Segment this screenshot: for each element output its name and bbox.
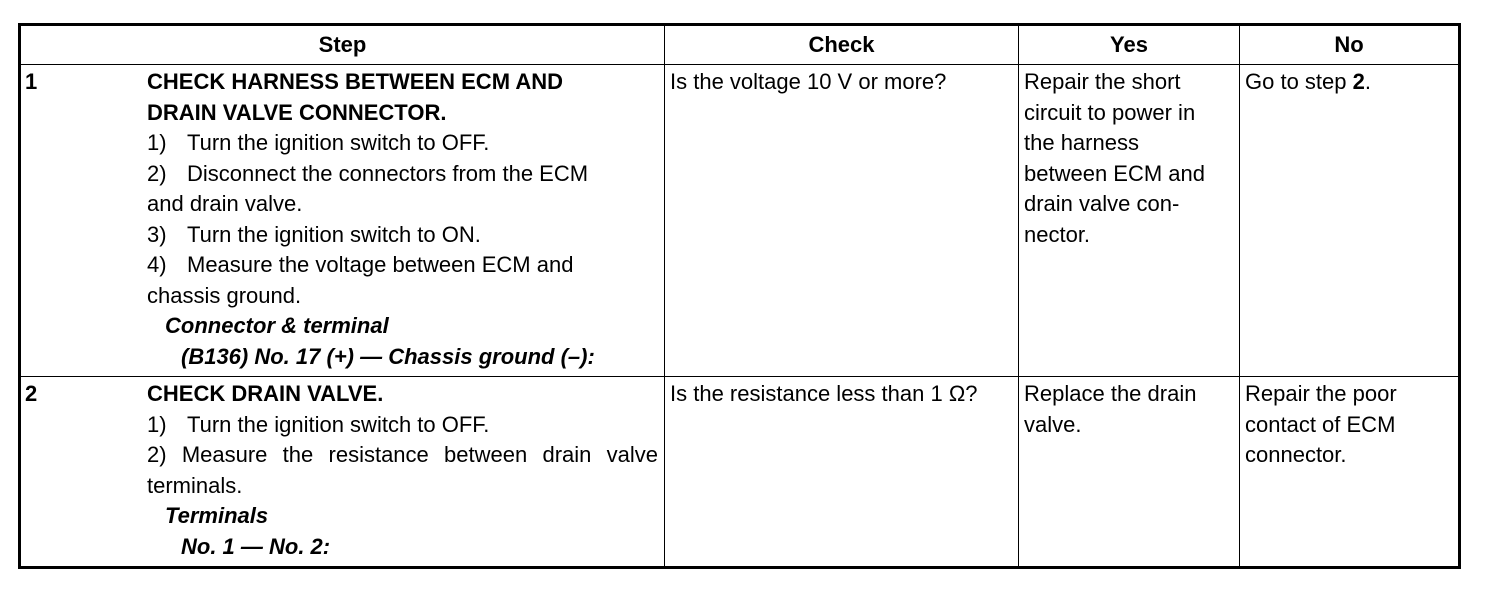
instruction-text: Disconnect the connectors from the ECM <box>187 160 589 186</box>
spec-label: Connector & terminal <box>165 313 389 338</box>
instruction-text: Turn the ignition switch to ON. <box>187 221 481 247</box>
instruction-continuation: terminals. <box>147 472 243 498</box>
instruction-continuation: chassis ground. <box>147 282 302 308</box>
table-row <box>20 65 1460 377</box>
no-step-ref: 2 <box>1352 69 1365 94</box>
yes-line: circuit to power in <box>1024 99 1196 125</box>
header-yes: Yes <box>1019 25 1240 65</box>
instruction-line <box>147 159 658 190</box>
step-title-line: CHECK HARNESS BETWEEN ECM AND <box>147 69 563 94</box>
instruction-text: Measure the voltage between ECM and <box>187 252 574 277</box>
spec-value: (B136) No. 17 (+) — Chassis ground (–): <box>181 343 595 369</box>
spec-value: No. 1 — No. 2: <box>181 533 331 559</box>
check-cell: Is the voltage 10 V or more? <box>665 65 1019 377</box>
step-number: 2 <box>25 381 38 406</box>
header-row <box>20 25 1460 65</box>
step-number: 1 <box>25 69 38 94</box>
instruction-number: 4) <box>147 252 167 277</box>
instruction-line <box>147 250 658 281</box>
instruction-text: Turn the ignition switch to OFF. <box>187 411 490 437</box>
instruction-line <box>147 128 658 159</box>
step-title-line: CHECK DRAIN VALVE. <box>147 381 384 406</box>
no-line: connector. <box>1245 442 1347 467</box>
table-row <box>20 377 1460 568</box>
yes-line: the harness <box>1024 130 1139 155</box>
no-text-suffix: . <box>1364 69 1371 94</box>
no-cell <box>1240 377 1460 568</box>
yes-line: between ECM and <box>1024 160 1205 186</box>
instruction-number: 1) <box>147 130 167 155</box>
instruction-text: Measure the resistance between drain valve <box>181 442 658 467</box>
step-cell <box>20 377 665 568</box>
instruction-number: 1) <box>147 411 167 437</box>
header-no: No <box>1240 25 1460 65</box>
instruction-continuation: and drain valve. <box>147 191 303 216</box>
header-step: Step <box>20 25 665 65</box>
step-title-line: DRAIN VALVE CONNECTOR. <box>147 99 447 125</box>
yes-cell <box>1019 377 1240 568</box>
no-line: contact of ECM <box>1245 411 1396 437</box>
instruction-line <box>147 220 658 251</box>
no-cell <box>1240 65 1460 377</box>
no-text: Go to step <box>1245 69 1353 94</box>
spec-label: Terminals <box>165 503 269 528</box>
diagnostic-table <box>18 23 1461 569</box>
instruction-line <box>147 440 658 471</box>
instruction-number: 3) <box>147 221 167 247</box>
yes-line: Replace the drain <box>1024 381 1197 406</box>
yes-line: valve. <box>1024 411 1082 437</box>
step-cell <box>20 65 665 377</box>
yes-line: drain valve con- <box>1024 191 1180 216</box>
check-cell: Is the resistance less than 1 Ω? <box>665 377 1019 568</box>
instruction-number: 2) <box>147 160 167 186</box>
yes-line: nector. <box>1024 221 1091 247</box>
instruction-text: Turn the ignition switch to OFF. <box>187 130 490 155</box>
instruction-number: 2) <box>147 442 167 467</box>
header-check: Check <box>665 25 1019 65</box>
no-line: Repair the poor <box>1245 381 1397 406</box>
instruction-line <box>147 410 658 441</box>
yes-line: Repair the short <box>1024 69 1181 94</box>
yes-cell <box>1019 65 1240 377</box>
